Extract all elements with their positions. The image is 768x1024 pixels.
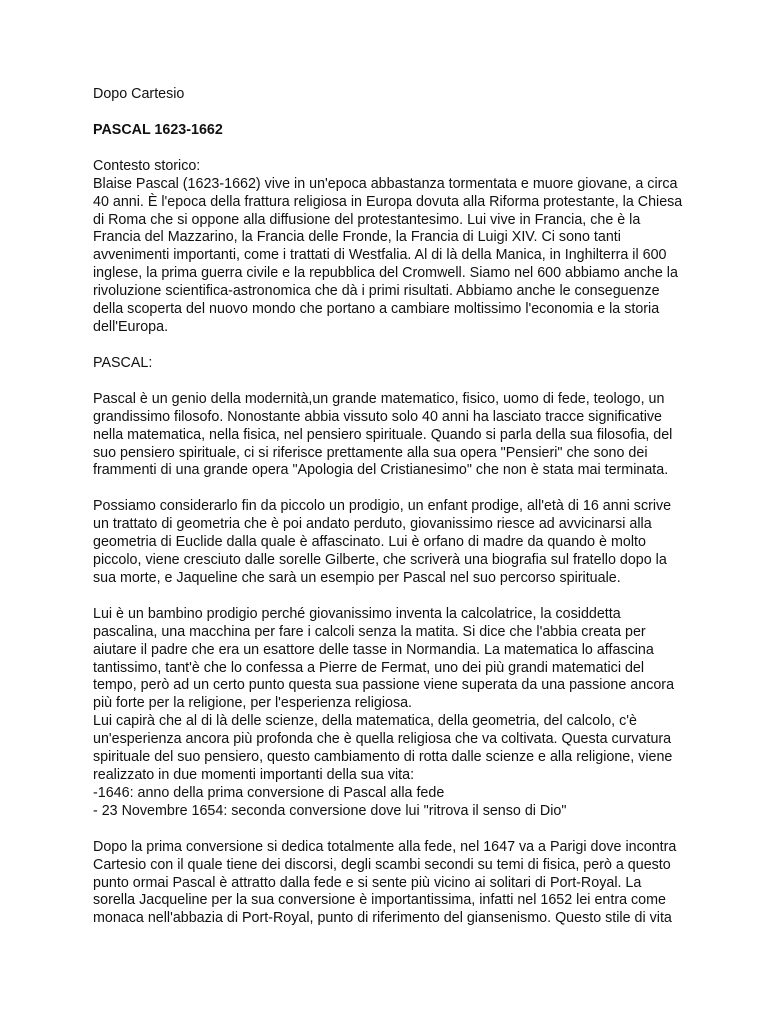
document-heading: Dopo Cartesio	[93, 86, 185, 102]
spacer	[93, 373, 683, 391]
paragraph-5: Dopo la prima conversione si dedica totalmente alla fede, nel 1647 va a Parigi dove incontra Cartesio con il quale tiene dei discorsi, degli scambi secondi su temi di fisica, però a questo punto ormai Pascal è attratto dalla fede e si sente più vicino ai solitari di Port-Royal. La sorella Jacqueline per la sua conversione è importantissima, infatti nel 1652 lei entra come monaca nell'abbazia di Port-Royal, punto di riferimento del giansenismo. Questo stile di vita	[93, 838, 677, 927]
spacer	[93, 337, 683, 355]
paragraph-3: Lui è un bambino prodigio perché giovanissimo inventa la calcolatrice, la cosiddetta pascalina, una macchina per fare i calcoli senza la matita. Si dice che l'abbia creata per aiutare il padre che era un esattore delle tasse in Normandia. La matematica lo affascina tantissimo, tant'è che lo confessa a Pierre de Fermat, uno dei più grandi matematici del tempo, però ad un certo punto questa sua passione viene superata da una passione ancora più forte per la religione, per l'esperienza religiosa.	[93, 605, 675, 712]
paragraph-1: Pascal è un genio della modernità,un grande matematico, fisico, uomo di fede, teologo, un grandissimo filosofo. Nonostante abbia vissuto solo 40 anni ha lasciato tracce significative nella matematica, nella fisica, nel pensiero spirituale. Quando si parla della sua filosofia, del suo pensiero spirituale, ci si riferisce prettamente alla sua opera "Pensieri" che sono dei frammenti di una grande opera "Apologia del Cristianesimo" che non è stata mai terminata.	[93, 390, 673, 479]
spacer	[93, 480, 683, 498]
spacer	[93, 821, 683, 839]
document-page	[93, 86, 683, 928]
list-item-1: -1646: anno della prima conversione di Pascal alla fede	[93, 784, 445, 801]
spacer	[93, 104, 683, 122]
spacer	[93, 588, 683, 606]
section-label: PASCAL:	[93, 354, 153, 371]
context-paragraph: Blaise Pascal (1623-1662) vive in un'epoca abbastanza tormentata e muore giovane, a circa 40 anni. È l'epoca della frattura religiosa in Europa dovuta alla Riforma protestante, la Chiesa di Roma che si oppone alla diffusione del protestantesimo. Lui vive in Francia, che è la Francia del Mazzarino, la Francia delle Fronde, la Francia di Luigi XIV. Ci sono tanti avvenimenti importanti, come i trattati di Westfalia. Al di là della Manica, in Inghilterra il 600 inglese, la prima guerra civile e la repubblica del Cromwell. Siamo nel 600 abbiamo anche la rivoluzione scientifica-astronomica che dà i primi risultati. Abbiamo anche le conseguenze della scoperta del nuovo mondo che portano a cambiare moltissimo l'economia e la storia dell'Europa.	[93, 175, 683, 335]
paragraph-4: Lui capirà che al di là delle scienze, della matematica, della geometria, del calcolo, c'è un'esperienza ancora più profonda che è quella religiosa che va coltivata. Questa curvatura spirituale del suo pensiero, questo cambiamento di rotta dalle scienze e alla religione, viene realizzato in due momenti importanti della sua vita:	[93, 713, 673, 783]
spacer	[93, 140, 683, 158]
paragraph-2: Possiamo considerarlo fin da piccolo un prodigio, un enfant prodige, all'età di 16 anni scrive un trattato di geometria che è poi andato perduto, giovanissimo riesce ad avvicinarsi alla geometria di Euclide dalla quale è affascinato. Lui è orfano di madre da quando è molto piccolo, viene cresciuto dalle sorelle Gilberte, che scriverà una biografia sul fratello dopo la sua morte, e Jaqueline che sarà un esempio per Pascal nel suo percorso spirituale.	[93, 498, 672, 586]
list-item-2: - 23 Novembre 1654: seconda conversione dove lui "ritrova il senso di Dio"	[93, 802, 567, 819]
document-title: PASCAL 1623-1662	[93, 121, 223, 138]
context-label: Contesto storico:	[93, 157, 201, 174]
